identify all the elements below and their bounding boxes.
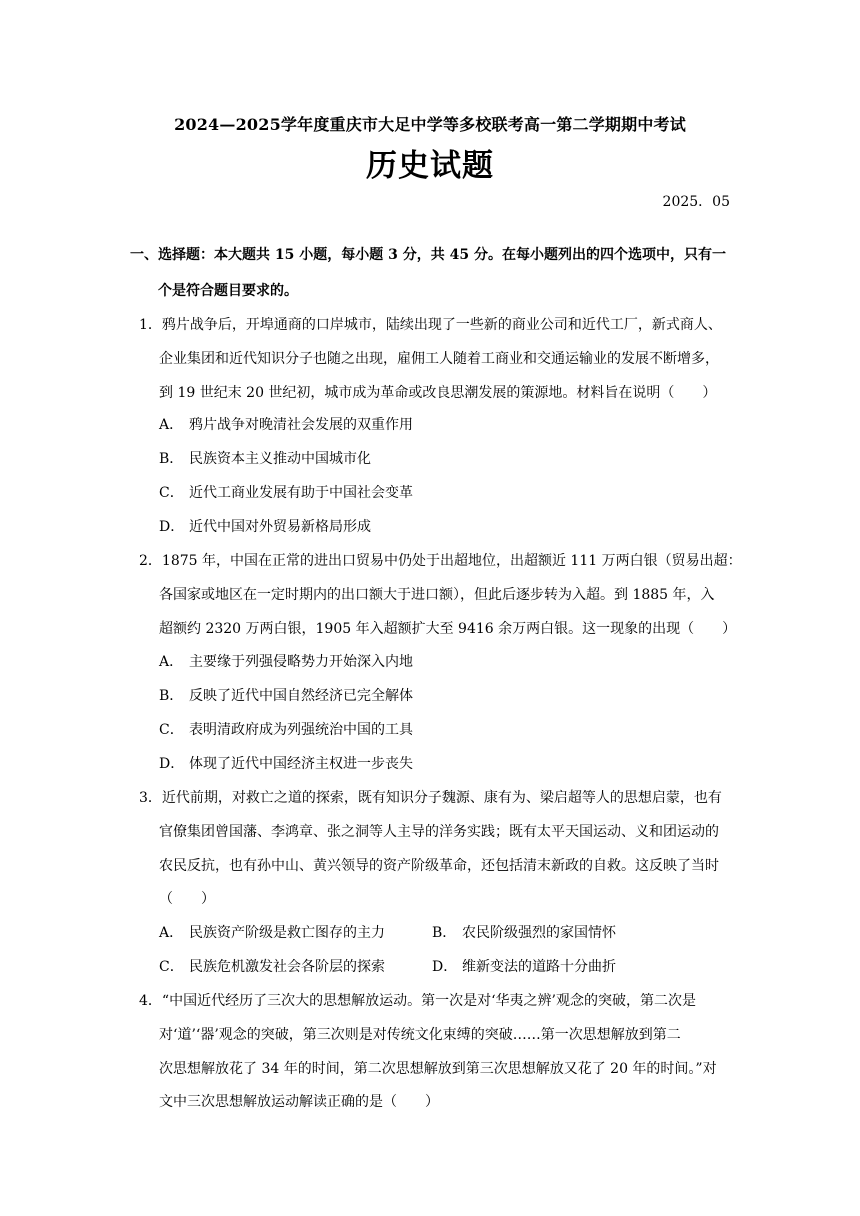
option-text: 维新变法的道路十分曲折 [462,959,616,975]
option-text: 鸦片战争对晚清社会发展的双重作用 [189,417,413,433]
option-text: 体现了近代中国经济主权进一步丧失 [189,756,413,772]
question-stem-line: 企业集团和近代知识分子也随之出现，雇佣工人随着工商业和交通运输业的发展不断增多， [159,351,719,367]
question-stem-line: 农民反抗，也有孙中山、黄兴领导的资产阶级革命，还包括清末新政的自救。这反映了当时 [159,858,719,874]
option-d [159,517,371,537]
option-b [159,449,371,469]
option-a [159,652,413,672]
option-letter: C． [159,485,184,501]
option-text: 近代工商业发展有助于中国社会变革 [189,485,413,501]
option-text: 农民阶级强烈的家国情怀 [462,925,616,941]
section-instructions-line2: 个是符合题目要求的。 [158,283,298,299]
question-stem-line: 3．近代前期，对救亡之道的探索，既有知识分子魏源、康有为、梁启超等人的思想启蒙，也有 [139,790,722,806]
question-stem-line: 2．1875 年，中国在正常的进出口贸易中仍处于出超地位，出超额近 111 万两白银（贸易出超： [139,553,742,569]
option-letter: D． [432,959,458,975]
option-c [159,720,413,740]
question-stem-line: 4．“中国近代经历了三次大的思想解放运动。第一次是对‘华夷之辨’观念的突破，第二次是 [139,993,696,1009]
option-b [432,923,616,943]
question-stem-line: 文中三次思想解放运动解读正确的是（ ） [159,1094,439,1110]
option-letter: A． [159,417,184,433]
option-c [159,957,385,977]
option-text: 民族资产阶级是救亡图存的主力 [189,925,385,941]
option-letter: C． [159,722,184,738]
option-text: 主要缘于列强侵略势力开始深入内地 [189,654,413,670]
option-d [432,957,616,977]
option-letter: D． [159,519,185,535]
option-letter: A． [159,925,184,941]
question-stem-line: （ ） [159,891,215,907]
option-c [159,483,413,503]
option-letter: B． [159,451,184,467]
option-text: 表明清政府成为列强统治中国的工具 [189,722,413,738]
question-stem-line: 到 19 世纪末 20 世纪初，城市成为革命或改良思潮发展的策源地。材料旨在说明（ ） [159,385,717,401]
question-stem-line: 次思想解放花了 34 年的时间，第二次思想解放到第三次思想解放又花了 20 年的时间。”对 [159,1061,717,1077]
option-text: 民族资本主义推动中国城市化 [189,451,371,467]
question-stem-line: 超额约 2320 万两白银，1905 年入超额扩大至 9416 余万两白银。这一现象的出现（ ） [159,621,737,637]
option-d [159,754,413,774]
option-letter: A． [159,654,184,670]
option-a [159,923,385,943]
question-stem-line: 各国家或地区在一定时期内的出口额大于进口额），但此后逐步转为入超。到 1885 年，入 [159,587,715,603]
option-letter: D． [159,756,185,772]
exam-title: 2024—2025学年度重庆市大足中学等多校联考高一第二学期期中考试 [174,115,686,134]
option-text: 反映了近代中国自然经济已完全解体 [189,688,413,704]
option-letter: B． [432,925,457,941]
subject-title: 历史试题 [366,148,494,184]
question-stem-line: 1．鸦片战争后，开埠通商的口岸城市，陆续出现了一些新的商业公司和近代工厂，新式商人、 [139,317,722,333]
option-letter: B． [159,688,184,704]
question-stem-line: 对‘道’‘器’观念的突破，第三次则是对传统文化束缚的突破……第一次思想解放到第二 [159,1027,681,1043]
exam-date: 2025．05 [662,194,730,210]
option-b [159,686,413,706]
option-a [159,415,413,435]
section-instructions-line1: 一、选择题：本大题共 15 小题，每小题 3 分，共 45 分。在每小题列出的四个选项中，只有一 [130,247,726,263]
option-text: 近代中国对外贸易新格局形成 [189,519,371,535]
option-text: 民族危机激发社会各阶层的探索 [189,959,385,975]
option-letter: C． [159,959,184,975]
question-stem-line: 官僚集团曾国藩、李鸿章、张之洞等人主导的洋务实践；既有太平天国运动、义和团运动的 [159,824,719,840]
